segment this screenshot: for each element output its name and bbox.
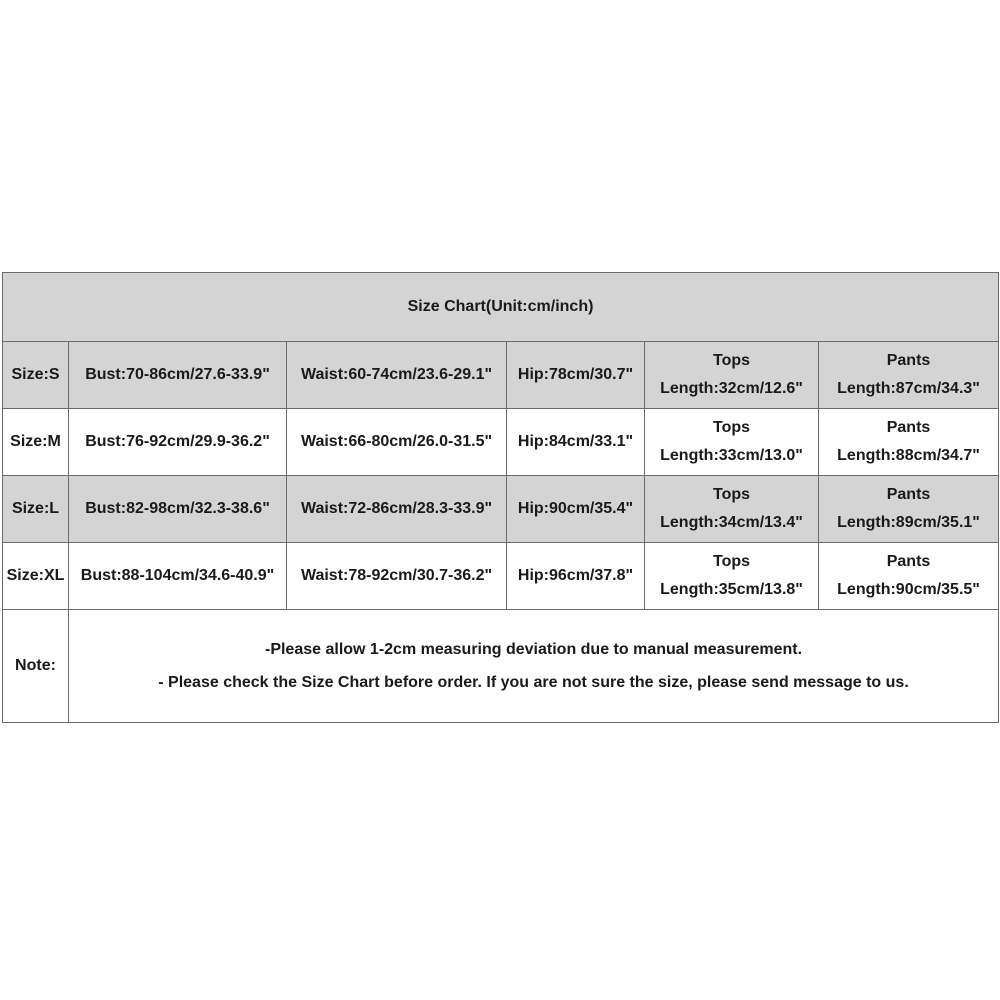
bust-cell: Bust:70-86cm/27.6-33.9" [69, 342, 287, 409]
note-line-2: - Please check the Size Chart before order. If you are not sure the size, please send message to us. [158, 674, 909, 691]
size-cell: Size:L [3, 476, 69, 543]
bust-cell: Bust:88-104cm/34.6-40.9" [69, 543, 287, 610]
note-row [3, 610, 999, 723]
size-chart-table [2, 272, 999, 723]
size-cell: Size:M [3, 409, 69, 476]
size-cell: Size:XL [3, 543, 69, 610]
tops-label: Tops [712, 419, 751, 436]
pants-length: Length:89cm/35.1" [837, 514, 980, 531]
pants-cell [819, 342, 999, 409]
hip-cell: Hip:78cm/30.7" [507, 342, 645, 409]
hip-cell: Hip:96cm/37.8" [507, 543, 645, 610]
bust-cell: Bust:82-98cm/32.3-38.6" [69, 476, 287, 543]
pants-length: Length:90cm/35.5" [837, 581, 980, 598]
pants-cell [819, 543, 999, 610]
tops-label: Tops [712, 486, 751, 503]
tops-cell [645, 543, 819, 610]
table-row [3, 543, 999, 610]
note-text [69, 610, 999, 723]
pants-cell [819, 476, 999, 543]
waist-cell: Waist:78-92cm/30.7-36.2" [287, 543, 507, 610]
tops-cell [645, 476, 819, 543]
table-row [3, 409, 999, 476]
tops-label: Tops [712, 352, 751, 369]
tops-length: Length:34cm/13.4" [660, 514, 803, 531]
tops-label: Tops [712, 553, 751, 570]
tops-cell [645, 409, 819, 476]
hip-cell: Hip:84cm/33.1" [507, 409, 645, 476]
tops-length: Length:35cm/13.8" [660, 581, 803, 598]
waist-cell: Waist:66-80cm/26.0-31.5" [287, 409, 507, 476]
tops-cell [645, 342, 819, 409]
tops-length: Length:32cm/12.6" [660, 380, 803, 397]
table-row [3, 476, 999, 543]
bust-cell: Bust:76-92cm/29.9-36.2" [69, 409, 287, 476]
note-line-1: -Please allow 1-2cm measuring deviation due to manual measurement. [264, 641, 803, 658]
table-row [3, 342, 999, 409]
pants-cell [819, 409, 999, 476]
pants-label: Pants [886, 486, 931, 503]
size-cell: Size:S [3, 342, 69, 409]
pants-length: Length:88cm/34.7" [837, 447, 980, 464]
chart-title: Size Chart(Unit:cm/inch) [3, 273, 999, 342]
pants-label: Pants [886, 553, 931, 570]
hip-cell: Hip:90cm/35.4" [507, 476, 645, 543]
waist-cell: Waist:60-74cm/23.6-29.1" [287, 342, 507, 409]
pants-label: Pants [886, 352, 931, 369]
note-label: Note: [3, 610, 69, 723]
waist-cell: Waist:72-86cm/28.3-33.9" [287, 476, 507, 543]
pants-length: Length:87cm/34.3" [837, 380, 980, 397]
pants-label: Pants [886, 419, 931, 436]
tops-length: Length:33cm/13.0" [660, 447, 803, 464]
title-row [3, 273, 999, 342]
